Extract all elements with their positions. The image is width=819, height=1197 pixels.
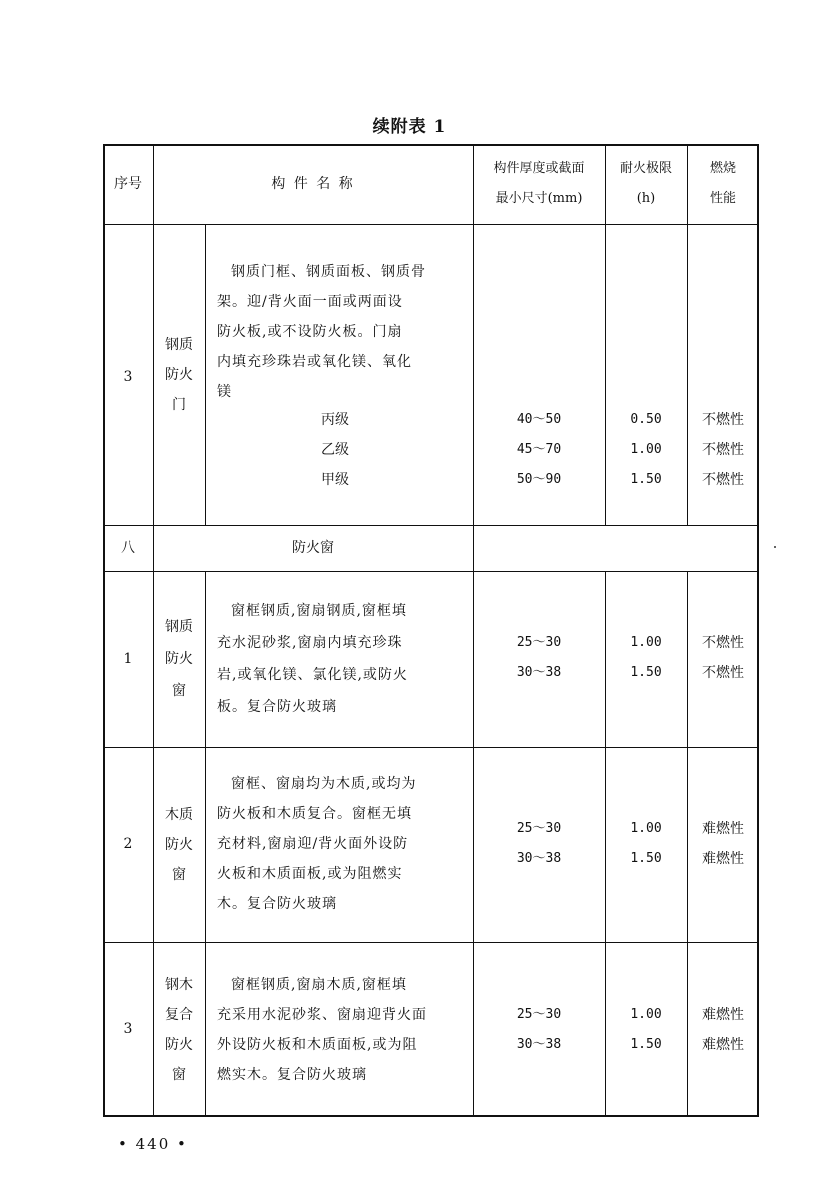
limit-value: 1.50 — [630, 472, 662, 487]
size-value: 30～38 — [516, 851, 562, 866]
fire-resistance-table — [103, 144, 759, 1117]
limit-value: 1.00 — [630, 635, 662, 650]
combust-value: 难燃性 — [702, 1037, 744, 1053]
row-desc-line: 架。迎/背火面一面或两面设 — [217, 294, 403, 310]
row-desc-line: 钢质门框、钢质面板、钢质骨 — [231, 264, 426, 280]
size-value: 40～50 — [516, 412, 562, 427]
combust-value: 难燃性 — [702, 851, 744, 867]
row-no: 3 — [123, 369, 133, 385]
row-category: 防火 — [165, 1037, 193, 1053]
limit-value: 1.00 — [630, 821, 662, 836]
combust-value: 难燃性 — [702, 821, 744, 837]
row-category: 防火 — [165, 651, 193, 667]
header-no: 序号 — [114, 176, 142, 192]
page-number: • 440 • — [118, 1135, 188, 1153]
limit-value: 1.50 — [630, 665, 662, 680]
header-combust-1: 燃烧 — [709, 161, 736, 176]
row-desc-line: 火板和木质面板,或为阻燃实 — [217, 866, 403, 882]
row-category: 防火 — [165, 837, 193, 853]
row-category: 复合 — [165, 1007, 193, 1023]
row-no: 2 — [123, 836, 133, 852]
header-size-2: 最小尺寸(mm) — [495, 191, 583, 206]
row-category: 钢木 — [165, 977, 193, 993]
row-desc-line: 板。复合防火玻璃 — [217, 699, 337, 715]
row-desc-line: 充采用水泥砂浆、窗扇迎背火面 — [217, 1007, 427, 1023]
row-desc-line: 充水泥砂浆,窗扇内填充珍珠 — [217, 635, 403, 651]
combust-value: 不燃性 — [702, 472, 744, 488]
grade-label: 丙级 — [321, 412, 349, 428]
row-desc-line: 窗框、窗扇均为木质,或均为 — [231, 776, 417, 792]
row-category: 窗 — [172, 867, 186, 883]
header-combust-2: 性能 — [709, 191, 736, 206]
row-category: 门 — [172, 397, 186, 413]
header-name: 构 件 名 称 — [271, 176, 355, 192]
row-desc-line: 窗框钢质,窗扇钢质,窗框填 — [231, 603, 407, 619]
row-desc-line: 内填充珍珠岩或氧化镁、氧化 — [217, 354, 412, 370]
combust-value: 难燃性 — [702, 1007, 744, 1023]
combust-value: 不燃性 — [702, 442, 744, 458]
row-desc-line: 镁 — [217, 384, 232, 400]
limit-value: 1.00 — [630, 1007, 662, 1022]
table-title: 续附表 1 — [372, 117, 447, 137]
row-desc-line: 燃实木。复合防火玻璃 — [217, 1067, 367, 1083]
combust-value: 不燃性 — [702, 635, 744, 651]
size-value: 50～90 — [516, 472, 562, 487]
row-desc-line: 充材料,窗扇迎/背火面外设防 — [217, 836, 409, 852]
row-desc-line: 防火板,或不设防火板。门扇 — [217, 324, 403, 340]
limit-value: 1.50 — [630, 851, 662, 866]
limit-value: 1.00 — [630, 442, 662, 457]
size-value: 25～30 — [516, 821, 562, 836]
row-category: 防火 — [165, 367, 193, 383]
row-category: 木质 — [165, 807, 193, 823]
row-desc-line: 木。复合防火玻璃 — [217, 896, 337, 912]
row-desc-line: 外设防火板和木质面板,或为阻 — [217, 1037, 418, 1053]
row-desc-line: 防火板和木质复合。窗框无填 — [217, 806, 412, 822]
section-no: 八 — [121, 540, 135, 556]
limit-value: 0.50 — [630, 412, 662, 427]
size-value: 25～30 — [516, 1007, 562, 1022]
row-no: 3 — [123, 1021, 133, 1037]
row-no: 1 — [123, 651, 133, 667]
grade-label: 乙级 — [321, 442, 349, 458]
row-category: 窗 — [172, 683, 186, 699]
size-value: 45～70 — [516, 442, 562, 457]
row-category: 钢质 — [165, 619, 193, 635]
header-limit-1: 耐火极限 — [619, 161, 672, 176]
row-category: 钢质 — [165, 337, 193, 353]
size-value: 25～30 — [516, 635, 562, 650]
combust-value: 不燃性 — [702, 665, 744, 681]
row-category: 窗 — [172, 1067, 186, 1083]
header-size-1: 构件厚度或截面 — [493, 161, 585, 176]
combust-value: 不燃性 — [702, 412, 744, 428]
size-value: 30～38 — [516, 1037, 562, 1052]
row-desc-line: 岩,或氧化镁、氯化镁,或防火 — [217, 667, 408, 683]
section-title: 防火窗 — [292, 540, 334, 556]
scan-speck — [774, 546, 776, 548]
row-desc-line: 窗框钢质,窗扇木质,窗框填 — [231, 977, 407, 993]
header-limit-2: (h) — [636, 191, 656, 206]
size-value: 30～38 — [516, 665, 562, 680]
limit-value: 1.50 — [630, 1037, 662, 1052]
grade-label: 甲级 — [321, 472, 349, 488]
